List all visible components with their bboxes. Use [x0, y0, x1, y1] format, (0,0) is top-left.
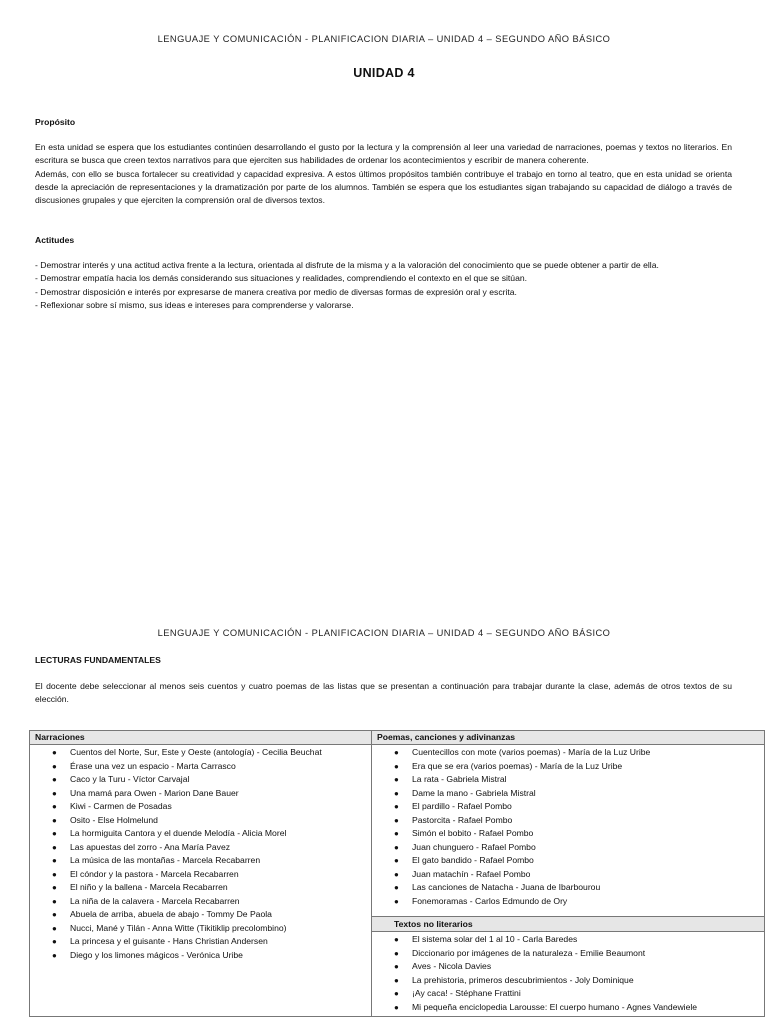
bullet-icon: ●	[52, 950, 57, 960]
bullet-icon: ●	[394, 975, 399, 985]
list-item	[372, 841, 764, 855]
bullet-icon: ●	[394, 775, 399, 784]
bullet-icon: ●	[394, 856, 399, 865]
bullet-icon: ●	[394, 802, 399, 811]
list-item	[372, 814, 764, 828]
item-text: Una mamá para Owen - Marion Dane Bauer	[70, 787, 239, 798]
readings-table	[29, 730, 765, 1017]
poemas-title: Poemas, canciones y adivinanzas	[372, 731, 764, 745]
list-item	[30, 800, 371, 814]
list-item	[372, 974, 764, 988]
item-text: ¡Ay caca! - Stéphane Frattini	[412, 988, 521, 998]
poemas-list	[372, 745, 764, 910]
bullet-icon: ●	[52, 815, 57, 825]
page-header: LENGUAJE Y COMUNICACIÓN - PLANIFICACION DIARIA – UNIDAD 4 – SEGUNDO AÑO BÁSICO	[157, 628, 611, 638]
bullet-icon: ●	[52, 761, 57, 771]
narraciones-list	[30, 745, 371, 964]
list-item	[30, 854, 371, 868]
bullet-icon: ●	[52, 788, 57, 798]
bullet-icon: ●	[52, 829, 57, 838]
purpose-text-2: Además, con ello se busca fortalecer su creatividad y capacidad expresiva. A estos últimos propósitos también contribuye el trabajo en torno al teatro, que en esta unidad se orienta desde la apreciación de representaciones y la dramatización por parte de los alumnos. También se espera que los estudiantes sigan trabajando su capacidad de diálogo a través de discusiones grupales y que ejerciten la comprensión oral de diversos textos.	[35, 168, 732, 206]
item-text: Era que se era (varios poemas) - María de la Luz Uribe	[412, 760, 623, 771]
list-item	[372, 800, 764, 814]
item-text: El cóndor y la pastora - Marcela Recabarren	[70, 868, 239, 879]
list-item	[372, 895, 764, 909]
list-item	[372, 760, 764, 774]
readings-heading: LECTURAS FUNDAMENTALES	[35, 655, 161, 665]
bullet-icon: ●	[52, 748, 57, 757]
item-text: Caco y la Turu - Víctor Carvajal	[70, 774, 190, 784]
attitudes-heading: Actitudes	[35, 235, 75, 245]
list-item	[372, 827, 764, 841]
item-text: Nucci, Mané y Tilán - Anna Witte (Tikitiklip precolombino)	[70, 922, 287, 933]
item-text: Juan matachín - Rafael Pombo	[412, 868, 531, 879]
bullet-icon: ●	[394, 815, 399, 825]
bullet-icon: ●	[394, 748, 399, 757]
item-text: Simón el bobito - Rafael Pombo	[412, 828, 534, 838]
item-text: Las canciones de Natacha - Juana de Ibarbourou	[412, 882, 601, 892]
attitude-item: - Demostrar disposición e interés por expresarse de manera creativa por medio de diversas formas de expresión oral y escrita.	[35, 286, 517, 297]
attitude-item: - Reflexionar sobre sí mismo, sus ideas e intereses para comprenderse y valorarse.	[35, 299, 354, 310]
bullet-icon: ●	[394, 761, 399, 771]
list-item	[372, 960, 764, 974]
item-text: El sistema solar del 1 al 10 - Carla Baredes	[412, 934, 578, 944]
bullet-icon: ●	[52, 937, 57, 946]
bullet-icon: ●	[394, 788, 399, 798]
page-header: LENGUAJE Y COMUNICACIÓN - PLANIFICACION DIARIA – UNIDAD 4 – SEGUNDO AÑO BÁSICO	[157, 34, 611, 44]
unit-title: UNIDAD 4	[353, 66, 415, 80]
bullet-icon: ●	[394, 869, 399, 879]
list-item	[30, 868, 371, 882]
list-item	[30, 949, 371, 963]
item-text: El pardillo - Rafael Pombo	[412, 801, 512, 811]
item-text: Kiwi - Carmen de Posadas	[70, 801, 172, 811]
no-literarios-title: Textos no literarios	[372, 916, 764, 932]
item-text: Pastorcita - Rafael Pombo	[412, 814, 513, 825]
list-item	[372, 881, 764, 895]
bullet-icon: ●	[394, 829, 399, 838]
item-text: La música de las montañas - Marcela Recabarren	[70, 855, 261, 865]
item-text: Diccionario por imágenes de la naturaleza - Emilie Beaumont	[412, 947, 646, 958]
bullet-icon: ●	[394, 883, 399, 892]
bullet-icon: ●	[394, 1002, 399, 1012]
bullet-icon: ●	[394, 896, 399, 906]
bullet-icon: ●	[394, 962, 399, 971]
narraciones-title: Narraciones	[30, 731, 371, 745]
list-item	[30, 787, 371, 801]
item-text: Las apuestas del zorro - Ana María Pavez	[70, 841, 231, 852]
purpose-paragraph	[35, 141, 732, 207]
readings-intro: El docente debe seleccionar al menos seis cuentos y cuatro poemas de las listas que se presentan a continuación para trabajar durante la clase, además de otros textos de su elección.	[35, 681, 732, 705]
attitude-item: - Demostrar interés y una actitud activa frente a la lectura, orientada al disfrute de la misma y a la valoración del conocimiento que se puede obtener a partir de ella.	[35, 260, 659, 270]
item-text: Cuentos del Norte, Sur, Este y Oeste (antología) - Cecilia Beuchat	[70, 747, 322, 757]
list-item	[30, 827, 371, 841]
item-text: Aves - Nicola Davies	[412, 961, 492, 971]
bullet-icon: ●	[52, 842, 57, 852]
bullet-icon: ●	[394, 948, 399, 958]
bullet-icon: ●	[394, 842, 399, 852]
bullet-icon: ●	[52, 856, 57, 865]
bullet-icon: ●	[52, 869, 57, 879]
bullet-icon: ●	[52, 775, 57, 784]
list-item	[30, 895, 371, 909]
bullet-icon: ●	[52, 802, 57, 811]
list-item	[372, 746, 764, 760]
item-text: Érase una vez un espacio - Marta Carrasco	[70, 760, 236, 771]
list-item	[372, 787, 764, 801]
bullet-icon: ●	[52, 923, 57, 933]
narraciones-column	[30, 731, 372, 1017]
bullet-icon: ●	[394, 989, 399, 998]
bullet-icon: ●	[52, 896, 57, 906]
list-item	[30, 773, 371, 787]
list-item	[30, 814, 371, 828]
no-literarios-list	[372, 932, 764, 1016]
list-item	[30, 881, 371, 895]
purpose-heading: Propósito	[35, 117, 76, 127]
item-text: Cuentecillos con mote (varios poemas) - María de la Luz Uribe	[412, 747, 651, 757]
item-text: El gato bandido - Rafael Pombo	[412, 855, 534, 865]
item-text: El niño y la ballena - Marcela Recabarren	[70, 882, 228, 892]
item-text: La rata - Gabriela Mistral	[412, 774, 507, 784]
list-item	[30, 922, 371, 936]
item-text: Dame la mano - Gabriela Mistral	[412, 787, 536, 798]
list-item	[372, 854, 764, 868]
list-item	[372, 987, 764, 1001]
item-text: Juan chunguero - Rafael Pombo	[412, 841, 536, 852]
bullet-icon: ●	[394, 935, 399, 944]
list-item	[30, 935, 371, 949]
list-item	[372, 773, 764, 787]
purpose-text-1: En esta unidad se espera que los estudiantes continúen desarrollando el gusto por la lectura y la comprensión al leer una variedad de narraciones, poemas y textos no literarios. En escritura se busca que creen textos narrativos para que ejerciten sus habilidades de ordenar los acontecimientos y escribir de manera coherente.	[35, 142, 732, 166]
item-text: Diego y los limones mágicos - Verónica Uribe	[70, 949, 243, 960]
item-text: La princesa y el guisante - Hans Christian Andersen	[70, 936, 268, 946]
list-item	[372, 947, 764, 961]
item-text: Mi pequeña enciclopedia Larousse: El cuerpo humano - Agnes Vandewiele	[412, 1001, 698, 1012]
item-text: Abuela de arriba, abuela de abajo - Tommy De Paola	[70, 909, 272, 919]
list-item	[372, 868, 764, 882]
list-item	[30, 746, 371, 760]
list-item	[372, 1001, 764, 1015]
list-item	[372, 933, 764, 947]
item-text: Fonemoramas - Carlos Edmundo de Ory	[412, 895, 568, 906]
list-item	[30, 760, 371, 774]
attitudes-list	[35, 259, 732, 312]
bullet-icon: ●	[52, 910, 57, 919]
bullet-icon: ●	[52, 883, 57, 892]
item-text: La niña de la calavera - Marcela Recabarren	[70, 895, 240, 906]
poemas-column	[372, 731, 765, 1017]
attitude-item: - Demostrar empatía hacia los demás considerando sus situaciones y realidades, comprendiendo el contexto en el que se sitúan.	[35, 273, 528, 284]
item-text: La prehistoria, primeros descubrimientos - Joly Dominique	[412, 974, 634, 985]
item-text: Osito - Else Holmelund	[70, 814, 158, 825]
list-item	[30, 908, 371, 922]
item-text: La hormiguita Cantora y el duende Melodía - Alicia Morel	[70, 828, 287, 838]
list-item	[30, 841, 371, 855]
